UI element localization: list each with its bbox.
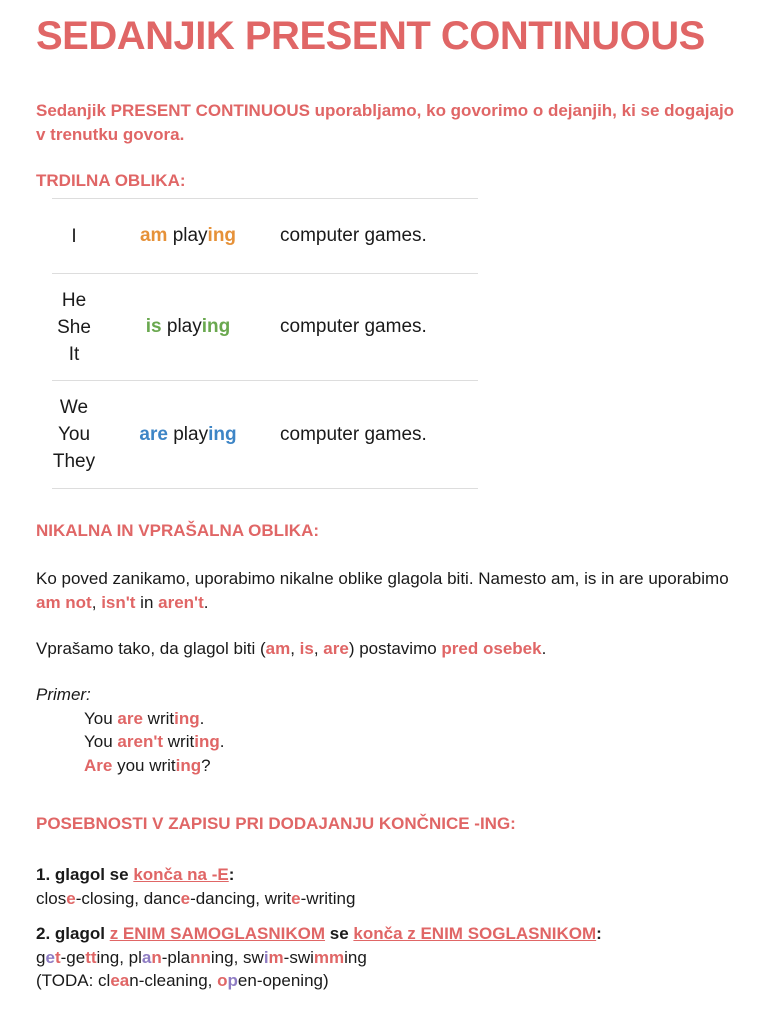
text-run: writ — [163, 732, 195, 751]
rule-1-examples — [36, 887, 736, 911]
subject-cell — [52, 223, 96, 250]
intro-text: Sedanjik PRESENT CONTINUOUS uporabljamo, ko govorimo o dejanjih, ki se dogajajo v trenutku govora. — [36, 101, 735, 144]
consonant-highlight: p — [227, 971, 238, 990]
verb-ending: ing — [208, 423, 237, 445]
highlight-are: are — [323, 639, 349, 658]
example-sentence — [84, 707, 204, 731]
consonant-highlight: m — [268, 948, 284, 967]
verb-stem: play — [166, 316, 202, 337]
highlight-arent: aren't — [158, 593, 204, 612]
text-run: -ge — [60, 948, 86, 967]
subject-pronoun: I — [71, 225, 77, 247]
text-run: ) postavimo — [348, 639, 442, 658]
text-run: Vprašamo tako, da glagol biti ( — [36, 639, 266, 658]
text-run: , — [313, 639, 324, 658]
text-run: , — [290, 639, 300, 658]
subject-pronoun: She — [57, 316, 91, 338]
text-run: writ — [142, 709, 175, 728]
object-cell: computer games. — [280, 423, 427, 445]
text-run: : — [596, 924, 602, 943]
text-run: ing — [344, 948, 367, 967]
text-run: Ko poved zanikamo, uporabimo nikalne oblike glagola biti. Namesto am, is in are uporabimo — [36, 569, 729, 588]
text-run: . — [203, 593, 209, 612]
example-ending: ing — [175, 756, 202, 775]
text-run: 2. glagol — [36, 924, 110, 943]
text-run: 1. glagol se — [36, 865, 134, 884]
double-consonant-highlight: tt — [85, 948, 97, 967]
letter-highlight: e — [66, 889, 76, 908]
example-sentence — [84, 754, 211, 778]
table-row — [52, 274, 478, 381]
aux-verb: are — [139, 423, 168, 445]
page-title: SEDANJIK PRESENT CONTINUOUS — [36, 14, 705, 58]
text-run: You — [84, 732, 118, 751]
object-cell: computer games. — [280, 316, 427, 337]
text-run: en-opening) — [237, 971, 329, 990]
rule-2-highlight-consonant: konča z ENIM SOGLASNIKOM — [353, 924, 597, 943]
rule-1-heading — [36, 863, 736, 887]
consonant-highlight: t — [54, 948, 61, 967]
vowel-highlight: a — [141, 948, 152, 967]
subject-pronoun: It — [68, 343, 80, 365]
subject-pronoun: He — [61, 289, 87, 311]
verb-cell — [96, 225, 280, 247]
letter-highlight: e — [180, 889, 191, 908]
text-run: se — [325, 924, 354, 943]
verb-stem: play — [172, 225, 208, 246]
example-aux: aren't — [117, 732, 164, 751]
text-run: : — [228, 865, 235, 884]
text-run: -swi — [283, 948, 314, 967]
text-run: ing, sw — [210, 948, 264, 967]
verb-cell — [96, 424, 280, 446]
conjugation-table — [52, 198, 478, 489]
negative-heading: NIKALNA IN VPRAŠALNA OBLIKA: — [36, 521, 320, 540]
consonant-highlight: n — [151, 948, 162, 967]
question-paragraph — [36, 637, 736, 661]
rule-2-heading — [36, 922, 736, 946]
verb-ending: ing — [207, 225, 237, 246]
highlight-am: am — [265, 639, 291, 658]
text-run: -writing — [300, 889, 356, 908]
highlight-pred-osebek: pred osebek — [441, 639, 542, 658]
text-run: clos — [36, 889, 67, 908]
text-run: n-cleaning, — [129, 971, 218, 990]
text-run: ing, pl — [96, 948, 142, 967]
special-heading: POSEBNOSTI V ZAPISU PRI DODAJANJU KONČNICE -ING: — [36, 814, 516, 833]
subject-pronoun: We — [59, 397, 89, 418]
text-run: . — [541, 639, 547, 658]
example-aux: Are — [84, 756, 113, 775]
highlight-isnt: isn't — [101, 593, 136, 612]
object-cell: computer games. — [280, 225, 427, 246]
text-run: ? — [201, 756, 211, 775]
rule-1-highlight: konča na -E — [133, 865, 229, 884]
rule-2-highlight-vowel: z ENIM SAMOGLASNIKOM — [109, 924, 326, 943]
verb-cell — [96, 316, 280, 338]
verb-stem: play — [173, 423, 209, 445]
aux-verb: am — [139, 225, 168, 246]
highlight-is: is — [299, 639, 314, 658]
vowel-highlight: i — [263, 948, 269, 967]
highlight-am-not: am not — [36, 593, 92, 612]
subject-pronoun: They — [52, 451, 96, 472]
example-ending: ing — [174, 709, 200, 728]
rule-2-exception-note — [36, 969, 736, 993]
vowel-highlight: e — [45, 948, 55, 967]
vowel-highlight: ea — [110, 971, 130, 990]
text-run: You — [84, 709, 118, 728]
example-sentence — [84, 730, 224, 754]
example-ending: ing — [194, 732, 220, 751]
verb-ending: ing — [201, 316, 231, 337]
text-run: you writ — [112, 756, 176, 775]
rule-2-examples — [36, 946, 736, 970]
text-run: in — [135, 593, 159, 612]
text-run: -dancing, writ — [190, 889, 292, 908]
subject-pronoun: You — [57, 424, 91, 445]
aux-verb: is — [145, 316, 162, 337]
text-run: -closing, danc — [75, 889, 181, 908]
vowel-highlight: o — [217, 971, 228, 990]
text-run: . — [219, 732, 225, 751]
text-run: g — [36, 948, 46, 967]
text-run: -pla — [161, 948, 191, 967]
example-aux: are — [117, 709, 143, 728]
text-run: . — [199, 709, 205, 728]
text-run: , — [91, 593, 102, 612]
table-row — [52, 199, 478, 274]
example-label: Primer: — [36, 685, 91, 704]
double-consonant-highlight: nn — [190, 948, 211, 967]
table-row — [52, 381, 478, 489]
negation-paragraph — [36, 567, 736, 615]
text-run: (TODA: cl — [36, 971, 111, 990]
affirmative-heading: TRDILNA OBLIKA: — [36, 171, 186, 190]
subject-cell — [52, 394, 96, 475]
subject-cell — [52, 287, 96, 368]
double-consonant-highlight: mm — [313, 948, 345, 967]
letter-highlight: e — [291, 889, 301, 908]
